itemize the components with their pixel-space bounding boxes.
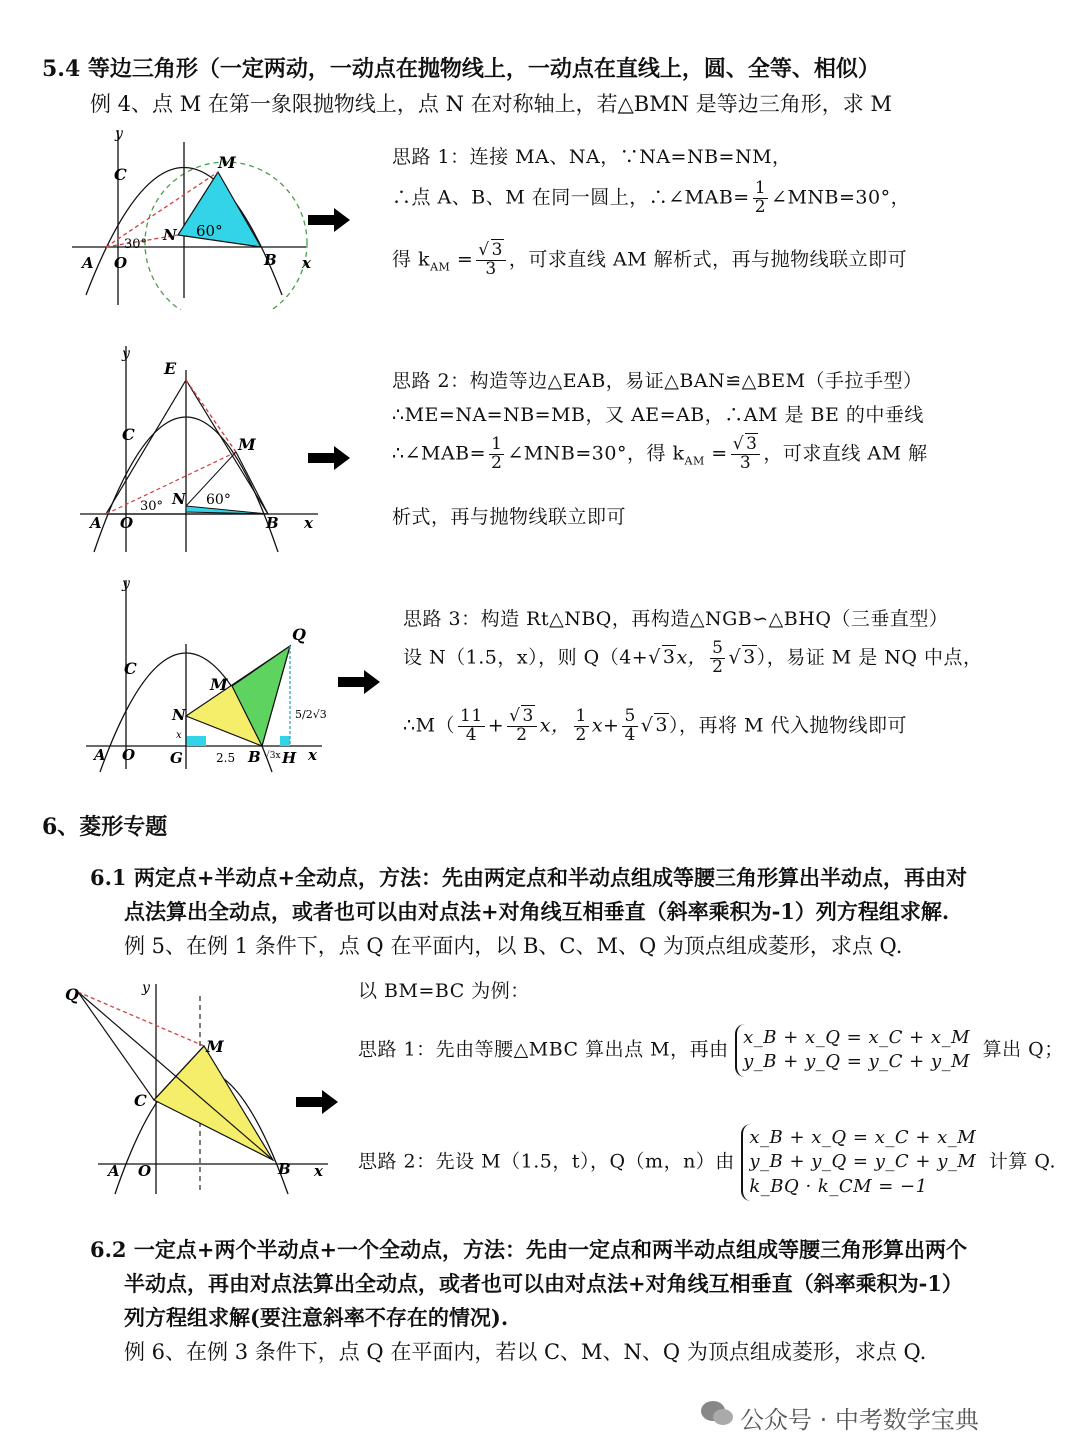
- label-a: A: [108, 1162, 120, 1180]
- label-y: y: [122, 346, 130, 362]
- label-a: A: [82, 254, 94, 272]
- label-c: C: [124, 659, 137, 678]
- label-a: A: [90, 514, 102, 532]
- label-m: M: [210, 675, 228, 694]
- example-5-text: 例 5、在例 1 条件下，点 Q 在平面内，以 B、C、M、Q 为顶点组成菱形，求点 Q.: [124, 934, 903, 958]
- label-c: C: [134, 1091, 147, 1110]
- example-4-text: 例 4、点 M 在第一象限抛物线上，点 N 在对称轴上，若△BMN 是等边三角形，求 M: [90, 92, 892, 116]
- idea3-line1: 思路 3：构造 Rt△NBQ，再构造△NGB∽△BHQ（三垂直型）: [403, 608, 949, 630]
- label-2-5: 2.5: [216, 751, 236, 765]
- label-n: N: [163, 226, 177, 244]
- label-o: O: [122, 746, 136, 764]
- section-title-5-4: 5.4 等边三角形（一定两动，一动点在抛物线上，一动点在直线上，圆、全等、相似）: [42, 56, 880, 82]
- idea2-line3: ∴∠MAB= $\frac{1}{2}$ ∠MNB=30°，得 $k_{AM}$ = $\frac{√ 3}{3}$ ，可求直线 AM 解: [392, 434, 928, 473]
- idea2-line4: 析式，再与抛物线联立即可: [392, 506, 627, 528]
- label-60: 60°: [196, 222, 223, 240]
- label-x: x: [308, 746, 317, 764]
- label-a: A: [94, 746, 106, 764]
- idea3-line2: 设 N（1.5，x），则 Q（4+√ 3x， $\frac{5}{2}$ √ 3），易证 M 是 NQ 中点，: [403, 638, 983, 677]
- label-y: y: [142, 980, 150, 996]
- arrow-right-icon: [338, 670, 380, 694]
- rhombus-idea1: 思路 1：先由等腰△MBC 算出点 M，再由 x_B + x_Q = x_C + x_M y_B + y_Q = y_C + y_M 算出 Q；: [358, 1024, 1064, 1077]
- section-6-2-line3: 列方程组求解(要注意斜率不存在的情况).: [124, 1305, 509, 1330]
- label-y: y: [122, 576, 130, 592]
- label-x: x: [304, 514, 313, 532]
- label-x-small: x: [176, 730, 182, 741]
- label-b: B: [266, 514, 279, 532]
- label-c: C: [114, 165, 127, 184]
- label-h: H: [282, 749, 297, 767]
- rhombus-idea2: 思路 2：先设 M（1.5，t），Q（m，n）由 x_B + x_Q = x_C + x_M y_B + y_Q = y_C + y_M k_BQ · k_CM = −1 计算 Q.: [358, 1124, 1056, 1201]
- figure-3-three-perpendicular: [82, 574, 342, 774]
- label-q: Q: [65, 985, 79, 1004]
- label-b: B: [278, 1160, 291, 1178]
- watermark: 公众号 · 中考数学宝典: [740, 1406, 979, 1434]
- arrow-right-icon: [308, 446, 350, 470]
- idea2-line2: ∴ME=NA=NB=MB，又 AE=AB，∴AM 是 BE 的中垂线: [392, 404, 924, 426]
- label-30: 30°: [124, 237, 148, 252]
- label-c: C: [122, 425, 135, 444]
- section-title-6: 6、菱形专题: [42, 814, 168, 840]
- label-o: O: [138, 1162, 152, 1180]
- label-b: B: [248, 748, 261, 766]
- label-60: 60°: [206, 492, 231, 508]
- idea1-line3: 得 $k_{AM}$ = $\frac{√ 3}{3}$ ，可求直线 AM 解析式，再与抛物线联立即可: [392, 240, 908, 279]
- idea1-line2: ∴点 A、B、M 在同一圆上，∴∠MAB= $\frac{1}{2}$ ∠MNB=30°，: [392, 178, 911, 217]
- idea2-line1: 思路 2：构造等边△EAB，易证△BAN≌△BEM（手拉手型）: [392, 370, 923, 392]
- wechat-icon: [700, 1398, 734, 1428]
- section-6-1-line1: 6.1 两定点+半动点+全动点，方法：先由两定点和半动点组成等腰三角形算出半动点，再由对: [90, 865, 968, 890]
- figure-1-circle: [66, 120, 326, 310]
- section-6-2-line1: 6.2 一定点+两个半动点+一个全动点，方法：先由一定点和两半动点组成等腰三角形算出两个: [90, 1237, 968, 1262]
- label-q: Q: [292, 625, 306, 644]
- label-y: y: [115, 126, 123, 142]
- label-30: 30°: [140, 499, 164, 514]
- label-o: O: [120, 514, 134, 532]
- label-sqrt3x: √3x: [264, 751, 281, 761]
- label-m: M: [206, 1037, 224, 1056]
- label-m: M: [238, 435, 256, 454]
- idea3-line3: ∴M（ $\frac{11}{4}$ + $\frac{√ 3}{2}$ x， $\frac{1}{2}$ x+ $\frac{5}{4}$ √ 3），再将 M 代入抛物线即可: [403, 706, 908, 745]
- label-m: M: [218, 153, 236, 172]
- section-6-1-line2: 点法算出全动点，或者也可以由对点法+对角线互相垂直（斜率乘积为-1）列方程组求解.: [124, 899, 950, 924]
- bm-bc-example: 以 BM=BC 为例：: [358, 980, 530, 1002]
- label-x: x: [314, 1162, 323, 1180]
- label-q-height: 5/2√3: [295, 708, 327, 721]
- label-g: G: [170, 749, 183, 767]
- section-6-2-line2: 半动点，再由对点法算出全动点，或者也可以由对点法+对角线互相垂直（斜率乘积为-1）: [124, 1271, 963, 1296]
- arrow-right-icon: [296, 1090, 338, 1114]
- label-b: B: [264, 251, 277, 269]
- label-e: E: [164, 359, 177, 378]
- figure-2-equilateral: [78, 342, 328, 557]
- label-o: O: [114, 254, 128, 272]
- label-x: x: [302, 254, 311, 272]
- label-n: N: [172, 490, 186, 508]
- arrow-right-icon: [308, 208, 350, 232]
- label-n: N: [172, 706, 186, 724]
- idea1-line1: 思路 1：连接 MA、NA，∵NA=NB=NM，: [392, 146, 792, 168]
- example-6-text: 例 6、在例 3 条件下，点 Q 在平面内，若以 C、M、N、Q 为顶点组成菱形，求点 Q.: [124, 1340, 927, 1364]
